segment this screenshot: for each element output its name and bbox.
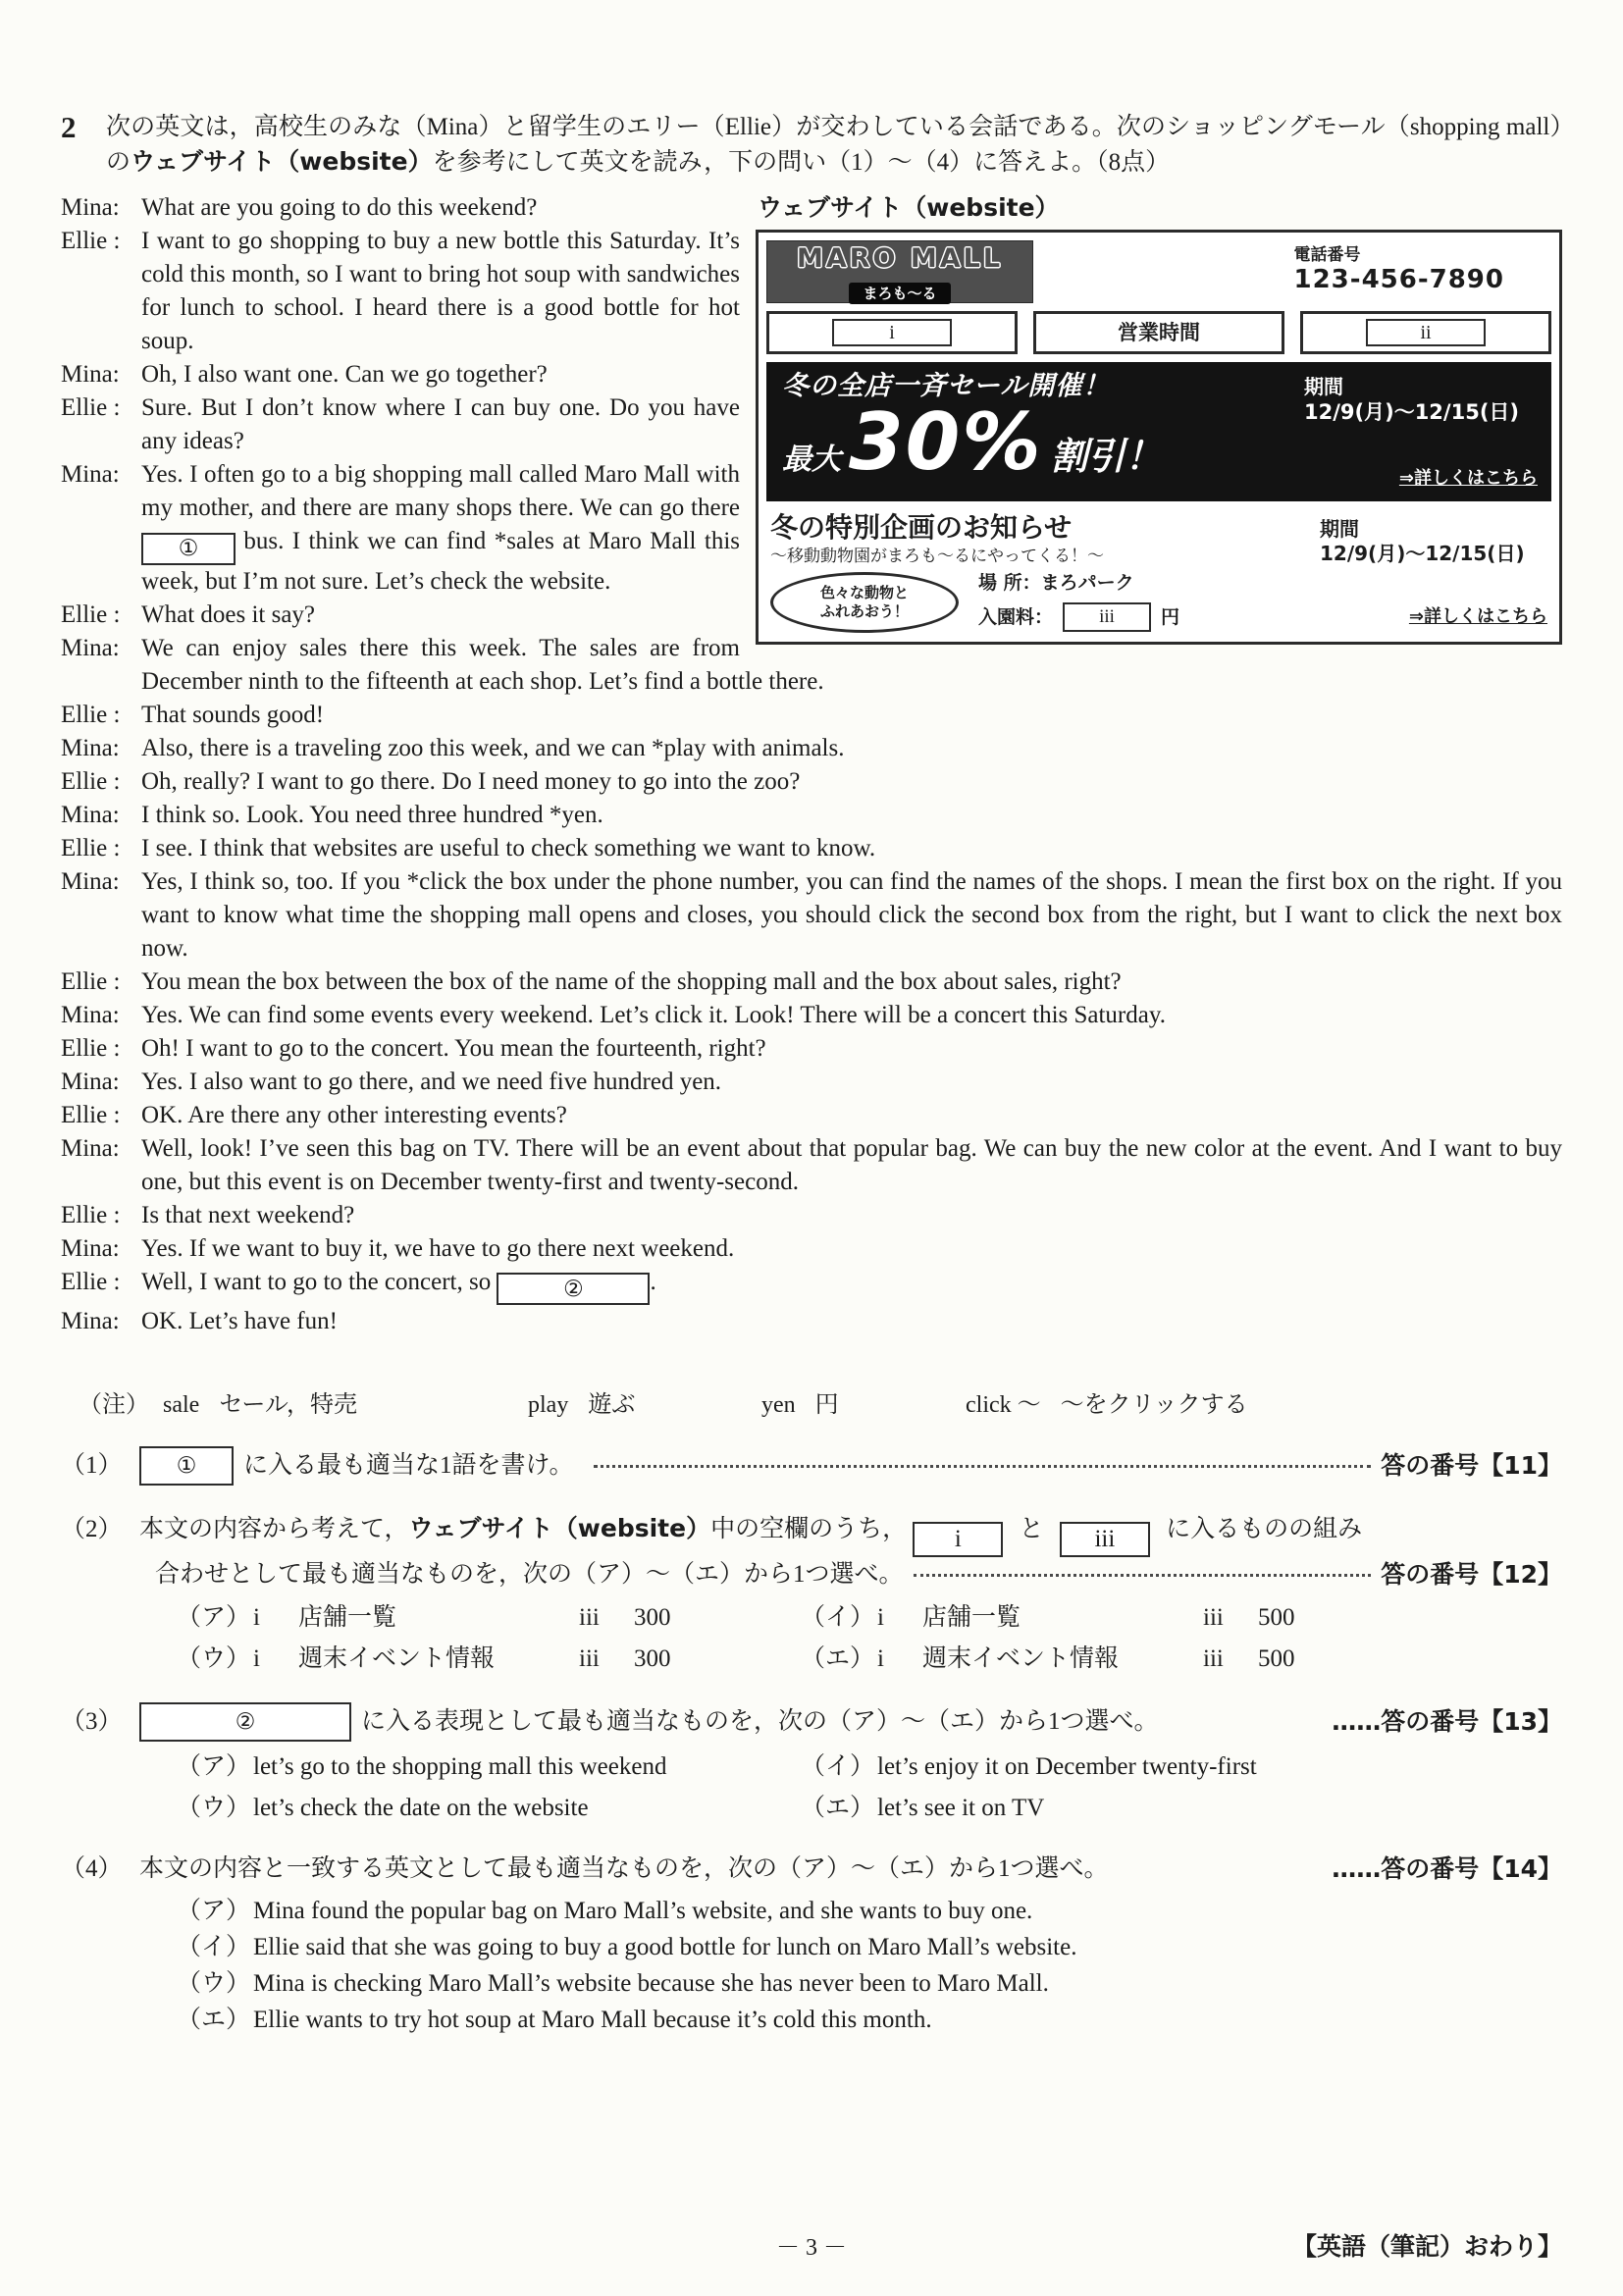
- website-panel: [756, 191, 1562, 645]
- q4-text: 本文の内容と一致する英文として最も適当なものを，次の（ア）～（エ）から1つ選べ。: [139, 1855, 1109, 1882]
- q2-box-i: i: [913, 1522, 1003, 1557]
- mall-logo-subtitle: まろも～る: [849, 283, 950, 304]
- option-roman-iii: iii: [1203, 1604, 1224, 1631]
- option-roman-iii: iii: [579, 1604, 600, 1631]
- dialogue-line: Mina: Oh, I also want one. Can we go together?: [61, 358, 1562, 391]
- option-marker: （イ）: [801, 1604, 875, 1631]
- option-marker: （ウ）: [177, 1970, 251, 1997]
- dialogue-line: Mina: What are you going to do this weekend?: [61, 191, 1562, 225]
- q3-option: [177, 1749, 801, 1785]
- sale-banner-right: [1304, 370, 1538, 496]
- dialogue-line: Mina: Yes. If we want to buy it, we have to go there next weekend.: [61, 1232, 1562, 1266]
- dialogue-line: Ellie : Well, I want to go to the concert, so ② .: [61, 1266, 1562, 1306]
- tab-blank-i: [766, 311, 1018, 354]
- q3-option: [177, 1791, 801, 1826]
- dialogue-line: Ellie : What does it say?: [61, 599, 1562, 632]
- note-item: [163, 1389, 528, 1421]
- header-text-2: を参考にして英文を読み，下の問い（1）～（4）に答えよ。（8点）: [432, 149, 1171, 176]
- q4-option: [177, 2002, 1562, 2038]
- q1-dotted-leader: [594, 1465, 1372, 1468]
- option-i-value: 店舗一覧: [922, 1604, 1021, 1631]
- q2-option: [801, 1600, 1562, 1636]
- option-roman-i: i: [877, 1604, 884, 1631]
- q3-text: に入る表現として最も適当なものを，次の（ア）～（エ）から1つ選べ。: [361, 1708, 1159, 1735]
- note-item: [761, 1389, 966, 1421]
- event-right: [1320, 511, 1547, 634]
- sale-mainline: [782, 396, 1304, 488]
- website-header-row: [766, 240, 1551, 303]
- note-items: [163, 1389, 1562, 1421]
- dialogue-line: Ellie : Sure. But I don’t know where I can buy one. Do you have any ideas?: [61, 391, 1562, 458]
- q2-seg2: 中の空欄のうち，: [710, 1516, 908, 1542]
- note-japanese-meaning: 円: [814, 1392, 839, 1418]
- speaker-label: Ellie :: [61, 1101, 121, 1128]
- website-tab-row: [766, 311, 1551, 354]
- q2-option: [801, 1642, 1562, 1677]
- speaker-label: Mina:: [61, 867, 120, 895]
- question-1: [61, 1446, 1562, 1486]
- website-box: [756, 230, 1562, 645]
- animal-oval-badge: [770, 572, 959, 633]
- speaker-label: Mina:: [61, 361, 120, 388]
- q2-answer-label: 答の番号【12】: [1381, 1560, 1562, 1589]
- event-info: [978, 571, 1179, 634]
- option-marker: （イ）: [801, 1753, 875, 1780]
- note-japanese-meaning: 遊ぶ: [588, 1392, 636, 1418]
- sale-discount-label: 割引！: [1050, 435, 1163, 478]
- note-item: [966, 1389, 1248, 1421]
- q4-number: （4）: [61, 1855, 123, 1882]
- speaker-label: Ellie :: [61, 394, 121, 421]
- option-iii-value: 500: [1258, 1604, 1295, 1631]
- event-title: 冬の特別企画のお知らせ: [770, 511, 1073, 544]
- sale-headline: 冬の全店一斉セール開催！: [782, 371, 1111, 401]
- sale-banner: [766, 362, 1551, 501]
- dialogue-line: Mina: We can enjoy sales there this week. The sales are from December ninth to the fifteenth at each shop. Let’s find a bottle there.: [61, 632, 1562, 699]
- dialogue-line: Mina: I think so. Look. You need three hundred *yen.: [61, 799, 1562, 832]
- note-japanese-meaning: セール，特売: [219, 1392, 357, 1418]
- event-fee-row: [978, 600, 1179, 634]
- speaker-label: Ellie :: [61, 1034, 121, 1062]
- option-i-value: 週末イベント情報: [922, 1645, 1120, 1672]
- dialogue-line: Mina: Yes, I think so, too. If you *click the box under the phone number, you can find the names of the shops. I mean the first box on the right. If you want to know what time the shopping mall opens and closes, you should click the second box from the right, but I want to click the next box now.: [61, 865, 1562, 965]
- note-item: [528, 1389, 761, 1421]
- event-place: 場 所：まろパーク: [978, 572, 1134, 594]
- speaker-label: Mina:: [61, 461, 120, 488]
- event-section: [766, 509, 1551, 634]
- speaker-label: Ellie :: [61, 228, 121, 254]
- speaker-label: Mina:: [61, 1068, 120, 1095]
- dialogue-line: Mina: Well, look! I’ve seen this bag on TV. There will be an event about that popular bag. We can buy the new color at the event. And I want to buy one, but this event is on December twenty-first and twenty-second.: [61, 1132, 1562, 1199]
- option-text: let’s go to the shopping mall this weekend: [253, 1753, 667, 1780]
- phone-label: 電話番号: [1293, 245, 1361, 265]
- option-marker: （ア）: [177, 1604, 251, 1631]
- q2-seg1: 本文の内容から考えて，: [139, 1516, 409, 1542]
- q2-option: [177, 1642, 801, 1677]
- option-text: Mina found the popular bag on Maro Mall’s website, and she wants to buy one.: [253, 1898, 1033, 1924]
- event-subtitle: ～移動動物園がまろも～るにやってくる！～: [770, 547, 1104, 566]
- fee-label: 入園料：: [978, 606, 1054, 628]
- event-period: 12/9(月)～12/15(日): [1320, 542, 1525, 565]
- event-detail-link: ⇒詳しくはこちら: [1408, 606, 1547, 627]
- tab-blank-ii: [1300, 311, 1551, 354]
- option-roman-iii: iii: [579, 1645, 600, 1672]
- page-number: － 3 －: [776, 2235, 847, 2261]
- dialogue-line: Ellie : Oh, really? I want to go there. Do I need money to go into the zoo?: [61, 765, 1562, 799]
- option-text: let’s check the date on the website: [253, 1795, 589, 1821]
- blank-box-i: i: [832, 319, 952, 346]
- oval-line-2: ふれあおう！: [819, 602, 909, 620]
- q3-options: [177, 1749, 1562, 1826]
- option-text: Ellie said that she was going to buy a good bottle for lunch on Maro Mall’s website.: [253, 1934, 1077, 1960]
- note-japanese-meaning: ～をクリックする: [1060, 1392, 1248, 1418]
- notes-label: （注）: [79, 1392, 149, 1418]
- option-i-value: 週末イベント情報: [298, 1645, 496, 1672]
- event-left: [770, 511, 1320, 634]
- sale-period-label: 期間: [1304, 375, 1343, 398]
- speaker-label: Mina:: [61, 801, 120, 828]
- q2-seg4: に入るものの組み: [1166, 1516, 1363, 1542]
- mall-logo-title: MARO MALL: [796, 243, 1004, 274]
- note-english-word: play: [528, 1392, 569, 1418]
- speaker-label: Ellie :: [61, 1201, 121, 1228]
- q3-answer-label: ……答の番号【13】: [1332, 1707, 1562, 1736]
- option-marker: （ウ）: [177, 1645, 251, 1672]
- dialogue-line: Ellie : I want to go shopping to buy a new bottle this Saturday. It’s cold this month, so I want to bring hot soup with sandwiches for lunch to school. I heard there is a good bottle for hot soup.: [61, 225, 1562, 358]
- dialogue-line: Ellie : That sounds good!: [61, 699, 1562, 732]
- speaker-label: Ellie :: [61, 767, 121, 795]
- note-english-word: sale: [163, 1392, 200, 1418]
- website-panel-label: ウェブサイト（website）: [758, 193, 1060, 222]
- oval-line-1: 色々な動物と: [819, 584, 909, 601]
- question-3: [61, 1702, 1562, 1826]
- option-text: Ellie wants to try hot soup at Maro Mall because it’s cold this month.: [253, 2007, 932, 2033]
- speaker-label: Mina:: [61, 1134, 120, 1162]
- sale-detail-link: ⇒詳しくはこちら: [1398, 468, 1538, 489]
- event-detail-row: [770, 571, 1320, 634]
- fee-unit: 円: [1161, 606, 1180, 628]
- option-roman-i: i: [253, 1604, 260, 1631]
- option-iii-value: 500: [1258, 1645, 1295, 1672]
- q2-prompt-line-1: [61, 1511, 1562, 1557]
- q2-prompt-line-2: [61, 1557, 1562, 1592]
- header-text-bold: ウェブサイト（website）: [131, 147, 433, 176]
- q2-number: （2）: [61, 1516, 123, 1542]
- phone-number: 123-456-7890: [1293, 265, 1504, 294]
- dialogue-line: Ellie : Is that next weekend?: [61, 1199, 1562, 1232]
- blank-box-ii: ii: [1366, 319, 1486, 346]
- q3-option: [801, 1791, 1562, 1826]
- dialogue-line: Mina: Also, there is a traveling zoo this week, and we can *play with animals.: [61, 732, 1562, 765]
- question-number: 2: [61, 110, 77, 144]
- speaker-label: Mina:: [61, 1308, 120, 1334]
- speaker-label: Mina:: [61, 734, 120, 761]
- speaker-label: Mina:: [61, 194, 120, 221]
- option-marker: （エ）: [801, 1795, 875, 1821]
- q3-option: [801, 1749, 1562, 1785]
- question-2: [61, 1511, 1562, 1677]
- q4-answer-label: ……答の番号【14】: [1332, 1854, 1562, 1883]
- speaker-label: Ellie :: [61, 834, 121, 861]
- note-english-word: yen: [761, 1392, 796, 1418]
- speaker-label: Mina:: [61, 1001, 120, 1028]
- tab-business-hours-label: 営業時間: [1118, 321, 1200, 344]
- q2-seg3: と: [1019, 1516, 1044, 1542]
- q3-blank-box: ②: [139, 1702, 351, 1742]
- q1-blank-box: ①: [139, 1446, 234, 1486]
- blank-box-iii: iii: [1063, 602, 1151, 632]
- q2-options: [177, 1600, 1562, 1677]
- option-marker: （エ）: [177, 2007, 251, 2033]
- q2-box-iii: iii: [1060, 1522, 1150, 1557]
- dialogue-line: Ellie : You mean the box between the box of the name of the shopping mall and the box about sales, right?: [61, 965, 1562, 999]
- speaker-label: Ellie :: [61, 967, 121, 995]
- q2-dotted-leader: [914, 1574, 1372, 1577]
- q2-bold: ウェブサイト（website）: [408, 1514, 711, 1542]
- page-footer: [61, 2227, 1562, 2263]
- speaker-label: Ellie :: [61, 701, 121, 728]
- phone-block: [1294, 240, 1552, 303]
- blank-box: ②: [497, 1273, 650, 1305]
- event-period-label: 期間: [1320, 517, 1359, 541]
- option-text: let’s see it on TV: [877, 1795, 1045, 1821]
- option-roman-i: i: [877, 1645, 884, 1672]
- option-marker: （イ）: [177, 1934, 251, 1960]
- q3-number: （3）: [61, 1708, 123, 1735]
- note-english-word: click ～: [966, 1392, 1041, 1418]
- dialogue-area: [61, 191, 1562, 1338]
- section-end-label: 【英語（筆記）おわり】: [1291, 2232, 1562, 2261]
- header-text-1: 次の英文は，高校生のみな（Mina）と留学生のエリー（Ellie）が交わしている会話である。次のショッピングモール（shopping mall）の: [106, 114, 1562, 176]
- mall-logo: [766, 240, 1033, 303]
- option-marker: （ウ）: [177, 1795, 251, 1821]
- question-header-text: [106, 110, 1562, 180]
- speaker-label: Ellie :: [61, 600, 121, 628]
- sale-banner-left: [782, 370, 1304, 496]
- speaker-label: Ellie :: [61, 1268, 121, 1295]
- q1-answer-label: 答の番号【11】: [1381, 1451, 1562, 1480]
- option-roman-i: i: [253, 1645, 260, 1672]
- q4-option: [177, 1893, 1562, 1929]
- dialogue-line: Ellie : I see. I think that websites are useful to check something we want to know.: [61, 832, 1562, 865]
- q1-text: に入る最も適当な1語を書け。: [243, 1452, 574, 1479]
- sale-max-label: 最大: [782, 443, 841, 477]
- option-text: let’s enjoy it on December twenty-first: [877, 1753, 1257, 1780]
- question-4: [61, 1852, 1562, 2038]
- sale-period: 12/9(月)～12/15(日): [1304, 400, 1520, 424]
- option-roman-iii: iii: [1203, 1645, 1224, 1672]
- q2-option: [177, 1600, 801, 1636]
- q4-option: [177, 1929, 1562, 1965]
- dialogue-line: Mina: Yes. I also want to go there, and we need five hundred yen.: [61, 1066, 1562, 1099]
- option-marker: （ア）: [177, 1753, 251, 1780]
- option-iii-value: 300: [634, 1604, 671, 1631]
- dialogue-line: Mina: Yes. We can find some events every weekend. Let’s click it. Look! There will be a concert this Saturday.: [61, 999, 1562, 1032]
- q2-line2-text: 合わせとして最も適当なものを，次の（ア）～（エ）から1つ選べ。: [155, 1561, 904, 1588]
- q1-number: （1）: [61, 1452, 123, 1479]
- q4-options: [177, 1893, 1562, 2038]
- dialogue-line: Mina: Yes. I often go to a big shopping mall called Maro Mall with my mother, and there are many shops there. We can go there ① bus. I think we can find *sales at Maro Mall this week, but I’m not sure. Let’s check the website.: [61, 458, 1562, 599]
- dialogue-line: Ellie : OK. Are there any other interesting events?: [61, 1099, 1562, 1132]
- dialogue-line: Ellie : Oh! I want to go to the concert. You mean the fourteenth, right?: [61, 1032, 1562, 1066]
- question-2-header: [61, 110, 1562, 180]
- option-iii-value: 300: [634, 1645, 671, 1672]
- speaker-label: Mina:: [61, 634, 120, 661]
- option-marker: （エ）: [801, 1645, 875, 1672]
- vocabulary-notes: [61, 1389, 1562, 1421]
- q4-option: [177, 1965, 1562, 2002]
- tab-business-hours: [1033, 311, 1284, 354]
- option-text: Mina is checking Maro Mall’s website because she has never been to Maro Mall.: [253, 1970, 1049, 1997]
- option-marker: （ア）: [177, 1898, 251, 1924]
- speaker-label: Mina:: [61, 1234, 120, 1262]
- sale-percent: 30%: [849, 396, 1043, 488]
- blank-box: ①: [141, 533, 236, 565]
- option-i-value: 店舗一覧: [298, 1604, 397, 1631]
- dialogue-line: Mina: OK. Let’s have fun!: [61, 1305, 1562, 1338]
